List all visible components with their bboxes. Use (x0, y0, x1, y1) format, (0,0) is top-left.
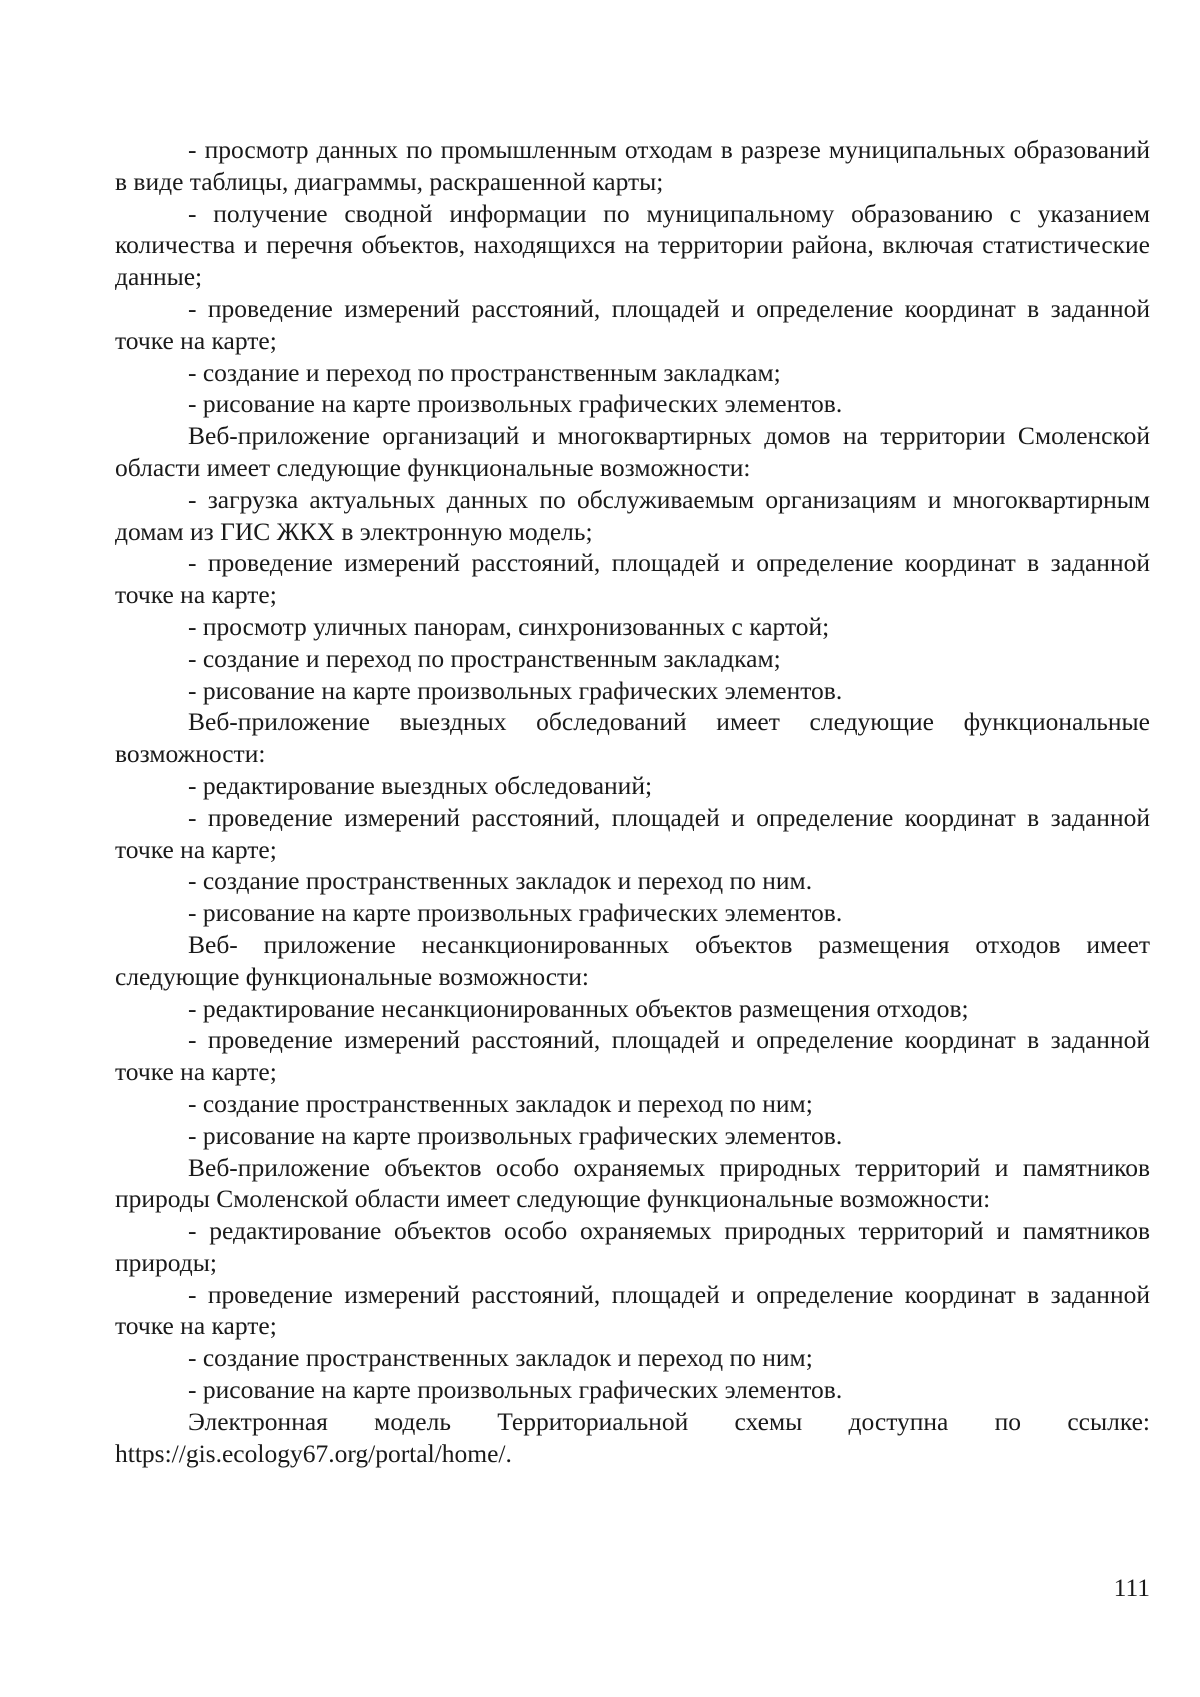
page-number: 111 (1113, 1573, 1150, 1602)
final-paragraph (115, 1406, 1150, 1470)
paragraph: - проведение измерений расстояний, площадей и определение координат в заданной точке на карте; (115, 293, 1150, 355)
paragraph: - создание и переход по пространственным закладкам; (188, 357, 781, 387)
paragraph: - создание и переход по пространственным закладкам; (188, 643, 781, 673)
portal-link[interactable]: https://gis.ecology67.org/portal/home/. (115, 1438, 512, 1468)
paragraph: Веб- приложение несанкционированных объектов размещения отходов имеет следующие функциональные возможности: (115, 929, 1150, 991)
paragraph: - редактирование объектов особо охраняемых природных территорий и памятников природы; (115, 1216, 1150, 1277)
paragraph: - создание пространственных закладок и переход по ним. (188, 866, 813, 896)
paragraph: Веб-приложение организаций и многоквартирных домов на территории Смоленской области имеет следующие функциональные возможности: (115, 421, 1150, 482)
paragraph: - загрузка актуальных данных по обслуживаемым организациям и многоквартирным домам из ГИС ЖКХ в электронную модель; (115, 484, 1150, 546)
paragraph: - получение сводной информации по муниципальному образованию с указанием количества и перечня объектов, находящихся на территории района, включая статистические данные; (115, 198, 1150, 292)
paragraph: - просмотр уличных панорам, синхронизованных с картой; (188, 611, 830, 641)
paragraph: - создание пространственных закладок и переход по ним; (188, 1088, 813, 1118)
paragraph: - редактирование выездных обследований; (188, 770, 653, 800)
paragraph: - создание пространственных закладок и переход по ним; (188, 1343, 813, 1373)
paragraph: Веб-приложение объектов особо охраняемых природных территорий и памятников природы Смоленской области имеет следующие функциональные возможности: (115, 1152, 1150, 1214)
paragraph: - редактирование несанкционированных объектов размещения отходов; (188, 993, 969, 1023)
paragraph: - проведение измерений расстояний, площадей и определение координат в заданной точке на карте; (115, 548, 1150, 610)
paragraph: - рисование на карте произвольных графических элементов. (188, 389, 843, 419)
paragraph: - проведение измерений расстояний, площадей и определение координат в заданной точке на карте; (115, 1279, 1150, 1341)
paragraph: - рисование на карте произвольных графических элементов. (188, 675, 843, 705)
paragraph: - рисование на карте произвольных графических элементов. (188, 898, 843, 928)
paragraph: - рисование на карте произвольных графических элементов. (188, 1375, 843, 1405)
paragraph: - рисование на карте произвольных графических элементов. (188, 1120, 843, 1150)
paragraph: - проведение измерений расстояний, площадей и определение координат в заданной точке на карте; (115, 1025, 1150, 1087)
paragraph: - просмотр данных по промышленным отходам в разрезе муниципальных образований в виде таблицы, диаграммы, раскрашенной карты; (115, 135, 1150, 196)
body-text (115, 134, 1150, 1469)
paragraph: Веб-приложение выездных обследований имеет следующие функциональные возможности: (115, 707, 1150, 769)
final-paragraph-text: Электронная модель Территориальной схемы доступна по ссылке: (188, 1406, 1150, 1436)
paragraph: - проведение измерений расстояний, площадей и определение координат в заданной точке на карте; (115, 802, 1150, 864)
